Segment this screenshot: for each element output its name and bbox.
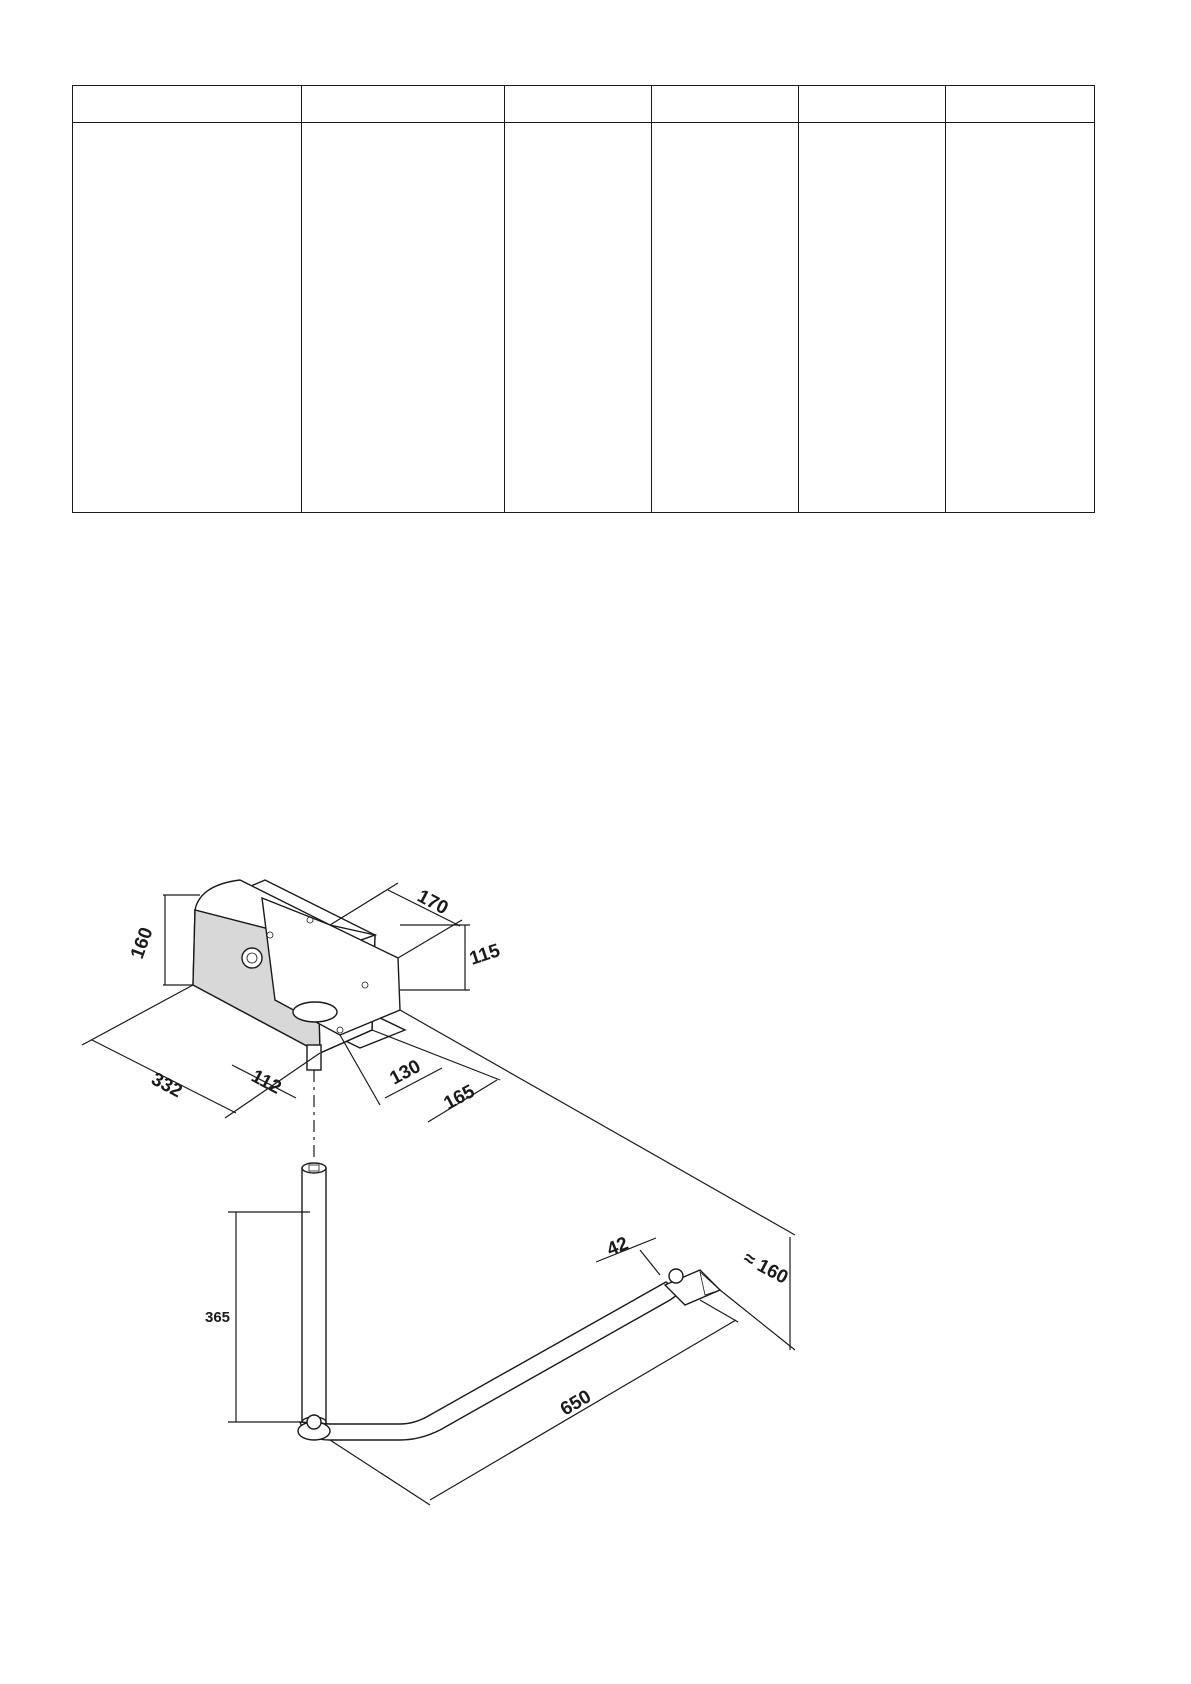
- table-cell: [799, 123, 946, 513]
- dim-label-base-width: 165: [440, 1080, 479, 1115]
- table-row: [73, 123, 1095, 513]
- drive-shaft: [302, 1163, 326, 1427]
- header-cell: [73, 86, 302, 123]
- dim-label-arm-offset: ≈ 160: [739, 1247, 792, 1289]
- header-cell: [652, 86, 799, 123]
- dim-label-base-depth: 130: [386, 1055, 425, 1090]
- dim-label-motor-height-front: 160: [126, 924, 158, 962]
- dimension-drawing: [0, 860, 1191, 1560]
- header-cell: [302, 86, 505, 123]
- header-cell: [799, 86, 946, 123]
- dim-label-motor-length: 332: [147, 1068, 186, 1103]
- dim-label-motor-height-side: 115: [467, 940, 503, 970]
- table-cell: [946, 123, 1095, 513]
- table-cell: [652, 123, 799, 513]
- dim-label-base-offset: 112: [247, 1065, 285, 1099]
- table-cell: [73, 123, 302, 513]
- table-cell: [302, 123, 505, 513]
- dim-label-motor-width: 170: [413, 885, 452, 920]
- header-cell: [946, 86, 1095, 123]
- header-cell: [505, 86, 652, 123]
- table-header-row: [73, 86, 1095, 123]
- motor-housing: [193, 880, 405, 1070]
- dim-label-arm-length: 650: [557, 1386, 595, 1421]
- spec-table: [72, 85, 1095, 513]
- dim-label-arm-width: 42: [604, 1233, 632, 1261]
- lever-arm: [298, 1269, 720, 1440]
- table-cell: [505, 123, 652, 513]
- dim-label-shaft-length: 365: [205, 1309, 231, 1326]
